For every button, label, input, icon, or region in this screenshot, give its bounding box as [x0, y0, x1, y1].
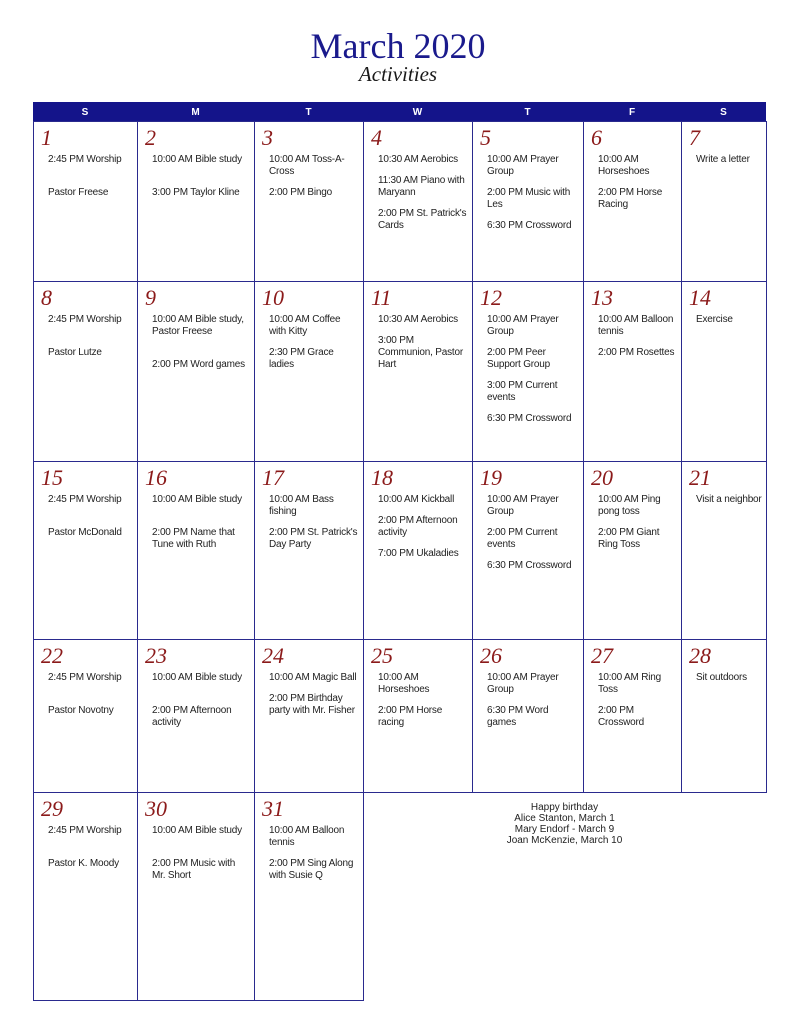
- event-item: Pastor Novotny: [48, 705, 114, 716]
- event-item: 2:00 PM Peer Support Group: [487, 347, 550, 370]
- birthday-heading: Happy birthday: [530, 802, 599, 813]
- day-number: 26: [480, 643, 502, 668]
- event-list: [378, 154, 468, 241]
- event-item: 2:00 PM Name that Tune with Ruth: [152, 527, 235, 550]
- event-item: 10:00 AM Bible study: [152, 825, 242, 836]
- day-cell: [254, 792, 364, 1001]
- weekday-label: W: [412, 106, 423, 118]
- event-item: 10:00 AM Prayer Group: [487, 494, 559, 517]
- day-cell: [137, 281, 255, 462]
- event-list: [696, 672, 762, 693]
- day-cell: [33, 121, 138, 282]
- event-list: [487, 154, 579, 241]
- event-item: 10:00 AM Toss-A-Cross: [269, 154, 345, 177]
- event-item: Write a letter: [696, 154, 750, 165]
- event-item: 10:00 AM Prayer Group: [487, 154, 559, 177]
- day-cell: [681, 281, 767, 462]
- day-number: 4: [371, 125, 382, 150]
- event-item: 10:00 AM Ping pong toss: [598, 494, 661, 517]
- day-cell: [472, 461, 584, 640]
- day-number: 13: [591, 285, 613, 310]
- day-cell: [472, 281, 584, 462]
- day-number: 14: [689, 285, 711, 310]
- event-item: 10:00 AM Coffee with Kitty: [269, 314, 341, 337]
- event-list: [152, 494, 250, 572]
- event-item: 10:00 AM Bass fishing: [269, 494, 334, 517]
- event-item: 7:00 PM Ukaladies: [378, 548, 459, 559]
- event-item: 10:00 AM Bible study: [152, 494, 242, 505]
- day-number: 30: [145, 796, 167, 821]
- weekday-label: T: [305, 106, 312, 118]
- day-number: 8: [41, 285, 52, 310]
- event-item: 6:30 PM Crossword: [487, 560, 572, 571]
- day-cell: [33, 639, 138, 793]
- weekday-label: F: [628, 106, 636, 118]
- day-cell: [472, 121, 584, 282]
- day-cell: [363, 281, 473, 462]
- weekday-label: S: [720, 106, 727, 118]
- day-number: 1: [41, 125, 52, 150]
- event-list: [378, 314, 468, 380]
- day-number: 9: [145, 285, 156, 310]
- day-number: 5: [480, 125, 491, 150]
- event-item: 2:00 PM Music with Mr. Short: [152, 858, 236, 881]
- event-item: 6:30 PM Crossword: [487, 220, 572, 231]
- event-item: 6:30 PM Word games: [487, 705, 549, 728]
- event-item: 3:00 PM Taylor Kline: [152, 187, 240, 198]
- day-cell: [681, 639, 767, 793]
- day-cell: [583, 461, 682, 640]
- day-number: 7: [689, 125, 700, 150]
- day-cell: [363, 461, 473, 640]
- day-cell: [137, 639, 255, 793]
- day-cell: [137, 792, 255, 1001]
- page-subtitle: Activities: [358, 62, 438, 86]
- event-item: Pastor Freese: [48, 187, 109, 198]
- event-item: 2:00 PM Rosettes: [598, 347, 675, 358]
- day-number: 2: [145, 125, 156, 150]
- event-list: [598, 314, 677, 368]
- day-cell: [33, 792, 138, 1001]
- event-item: 2:45 PM Worship: [48, 314, 122, 325]
- event-item: Sit outdoors: [696, 672, 747, 683]
- day-cell: [254, 121, 364, 282]
- day-cell: [254, 639, 364, 793]
- event-item: 10:00 AM Ring Toss: [598, 672, 661, 695]
- event-list: [598, 672, 677, 738]
- day-number: 10: [262, 285, 284, 310]
- event-item: 2:00 PM Sing Along with Susie Q: [269, 858, 354, 881]
- weekday-label: T: [524, 106, 531, 118]
- event-item: 2:00 PM Crossword: [598, 705, 644, 728]
- event-item: 2:45 PM Worship: [48, 494, 122, 505]
- event-item: 10:00 AM Prayer Group: [487, 672, 559, 695]
- event-item: Visit a neighbor: [696, 494, 762, 505]
- event-list: [269, 154, 359, 208]
- event-list: [269, 825, 359, 891]
- event-item: 2:45 PM Worship: [48, 672, 122, 683]
- event-item: Pastor McDonald: [48, 527, 122, 538]
- day-number: 15: [41, 465, 63, 490]
- birthday-line: Alice Stanton, March 1: [514, 813, 615, 824]
- day-number: 3: [262, 125, 273, 150]
- event-item: 2:00 PM Afternoon activity: [152, 705, 232, 728]
- day-number: 20: [591, 465, 613, 490]
- birthday-line: Mary Endorf - March 9: [514, 824, 615, 835]
- event-item: 2:30 PM Grace ladies: [269, 347, 334, 370]
- weekday-header: [33, 102, 766, 122]
- event-item: 10:00 AM Horseshoes: [598, 154, 650, 177]
- day-cell: [681, 121, 767, 282]
- event-item: 2:00 PM Birthday party with Mr. Fisher: [269, 693, 355, 716]
- event-item: Pastor Lutze: [48, 347, 102, 358]
- event-list: [598, 494, 677, 560]
- day-number: 19: [480, 465, 502, 490]
- event-list: [696, 494, 762, 515]
- event-list: [48, 494, 133, 560]
- event-item: 3:00 PM Communion, Pastor Hart: [378, 335, 463, 370]
- day-cell: [583, 121, 682, 282]
- birthday-note: [363, 802, 766, 846]
- day-number: 12: [480, 285, 502, 310]
- event-item: 10:00 AM Bible study: [152, 154, 242, 165]
- day-cell: [583, 639, 682, 793]
- day-number: 25: [371, 643, 393, 668]
- event-list: [487, 672, 579, 738]
- event-list: [487, 494, 579, 581]
- event-list: [378, 494, 468, 569]
- day-number: 17: [262, 465, 284, 490]
- event-list: [487, 314, 579, 434]
- event-item: 10:00 AM Bible study, Pastor Freese: [152, 314, 244, 337]
- birthday-line: Joan McKenzie, March 10: [506, 835, 623, 846]
- event-item: 10:30 AM Aerobics: [378, 314, 458, 325]
- event-item: 6:30 PM Crossword: [487, 413, 572, 424]
- day-cell: [583, 281, 682, 462]
- event-item: 10:00 AM Magic Ball: [269, 672, 357, 683]
- event-item: 2:00 PM Current events: [487, 527, 558, 550]
- day-number: 22: [41, 643, 63, 668]
- day-cell: [472, 639, 584, 793]
- day-cell: [254, 281, 364, 462]
- weekday-label: M: [191, 106, 200, 118]
- event-list: [269, 314, 359, 380]
- page-title: March 2020: [310, 26, 486, 66]
- day-cell: [137, 121, 255, 282]
- event-list: [48, 154, 133, 220]
- event-list: [152, 672, 250, 750]
- event-list: [152, 825, 250, 903]
- event-item: 10:00 AM Balloon tennis: [269, 825, 345, 848]
- event-item: 2:00 PM Giant Ring Toss: [598, 527, 660, 550]
- day-cell: [33, 281, 138, 462]
- event-item: 11:30 AM Piano with Maryann: [378, 175, 465, 198]
- day-number: 28: [689, 643, 711, 668]
- day-number: 21: [689, 465, 711, 490]
- event-item: 10:00 AM Bible study: [152, 672, 242, 683]
- day-cell: [137, 461, 255, 640]
- event-list: [48, 825, 133, 891]
- day-number: 6: [591, 125, 602, 150]
- day-number: 23: [145, 643, 167, 668]
- event-item: 2:00 PM St. Patrick's Day Party: [269, 527, 358, 550]
- event-list: [378, 672, 468, 738]
- event-item: 2:00 PM St. Patrick's Cards: [378, 208, 467, 231]
- event-item: 2:00 PM Horse Racing: [598, 187, 663, 210]
- event-list: [48, 672, 133, 738]
- day-cell: [681, 461, 767, 640]
- event-item: 2:00 PM Music with Les: [487, 187, 571, 210]
- event-list: [696, 154, 762, 175]
- day-number: 16: [145, 465, 167, 490]
- event-item: 10:30 AM Aerobics: [378, 154, 458, 165]
- day-number: 29: [41, 796, 63, 821]
- day-cell: [363, 639, 473, 793]
- event-list: [152, 314, 250, 392]
- event-item: 2:00 PM Horse racing: [378, 705, 443, 728]
- day-number: 27: [591, 643, 613, 668]
- event-item: 2:00 PM Word games: [152, 359, 245, 370]
- day-number: 11: [371, 285, 392, 310]
- day-cell: [33, 461, 138, 640]
- event-item: Pastor K. Moody: [48, 858, 119, 869]
- event-item: 2:00 PM Afternoon activity: [378, 515, 458, 538]
- event-item: 10:00 AM Horseshoes: [378, 672, 430, 695]
- day-number: 18: [371, 465, 393, 490]
- day-cell: [254, 461, 364, 640]
- event-list: [152, 154, 250, 220]
- event-list: [269, 494, 359, 560]
- event-item: 2:00 PM Bingo: [269, 187, 332, 198]
- event-list: [48, 314, 133, 380]
- event-item: 3:00 PM Current events: [487, 380, 558, 403]
- day-number: 24: [262, 643, 284, 668]
- day-cell: [363, 121, 473, 282]
- event-item: 2:45 PM Worship: [48, 154, 122, 165]
- event-list: [598, 154, 677, 220]
- event-item: 10:00 AM Kickball: [378, 494, 455, 505]
- day-number: 31: [262, 796, 284, 821]
- weekday-label: S: [81, 106, 89, 118]
- event-list: [269, 672, 359, 726]
- event-item: Exercise: [696, 314, 733, 325]
- event-list: [696, 314, 762, 335]
- event-item: 10:00 AM Prayer Group: [487, 314, 559, 337]
- event-item: 10:00 AM Balloon tennis: [598, 314, 674, 337]
- event-item: 2:45 PM Worship: [48, 825, 122, 836]
